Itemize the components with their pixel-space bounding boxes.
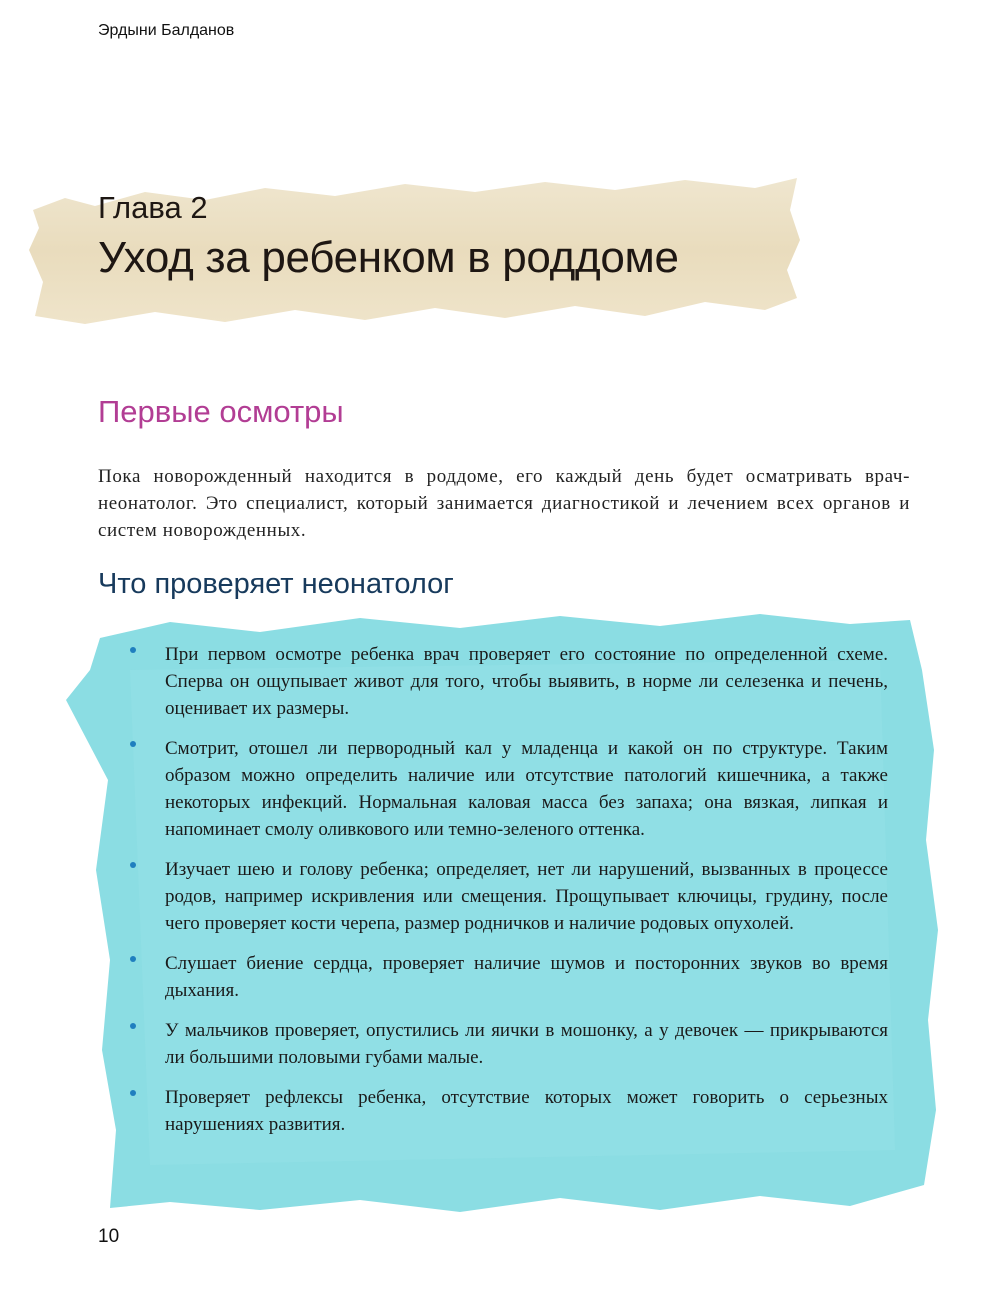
bullet-icon: [130, 862, 136, 868]
running-header-author: Эрдыни Балданов: [98, 22, 235, 39]
checklist-item-text: У мальчиков проверяет, опустились ли яички в мошонку, а у девочек — прикрываются ли большими половыми губами малые.: [165, 1020, 888, 1068]
bullet-icon: [130, 647, 136, 653]
checklist-item-text: Смотрит, отошел ли первородный кал у младенца и какой он по структуре. Таким образом можно определить наличие или отсутствие патологий кишечника, а также некоторых инфекций. Нормальная каловая масса без запаха; она вязкая, липкая и напоминает смолу оливкового или темно-зеленого оттенка.: [165, 738, 888, 840]
bullet-icon: [130, 1023, 136, 1029]
chapter-title: Уход за ребенком в роддоме: [98, 233, 679, 282]
chapter-label: Глава 2: [98, 190, 208, 225]
intro-paragraph: Пока новорожденный находится в роддоме, его каждый день будет осматривать врач-неонатолог. Это специалист, который занимается диагностикой и лечением всех органов и систем новорожденных.: [98, 466, 910, 541]
checklist-item: [130, 735, 888, 843]
checklist-heading: Что проверяет неонатолог: [98, 568, 454, 600]
bullet-icon: [130, 1090, 136, 1096]
checklist: [130, 641, 888, 1151]
checklist-item-text: Слушает биение сердца, проверяет наличие шумов и посторонних звуков во время дыхания.: [165, 953, 888, 1001]
checklist-item: [130, 1017, 888, 1071]
checklist-item: [130, 856, 888, 937]
checklist-item: [130, 950, 888, 1004]
bullet-icon: [130, 956, 136, 962]
checklist-item-text: При первом осмотре ребенка врач проверяет его состояние по определенной схеме. Сперва он ощупывает живот для того, чтобы выявить, в норме ли селезенка и печень, оценивает их размеры.: [165, 644, 888, 719]
page-number: 10: [98, 1226, 120, 1247]
checklist-item-text: Проверяет рефлексы ребенка, отсутствие которых может говорить о серьезных нарушениях развития.: [165, 1087, 888, 1135]
section-heading: Первые осмотры: [98, 394, 344, 429]
checklist-item: [130, 641, 888, 722]
bullet-icon: [130, 741, 136, 747]
checklist-item: [130, 1084, 888, 1138]
checklist-item-text: Изучает шею и голову ребенка; определяет, нет ли нарушений, вызванных в процессе родов, например искривления или смещения. Прощупывает ключицы, грудину, после чего проверяет кости черепа, размер родничков и наличие родовых опухолей.: [165, 859, 888, 934]
